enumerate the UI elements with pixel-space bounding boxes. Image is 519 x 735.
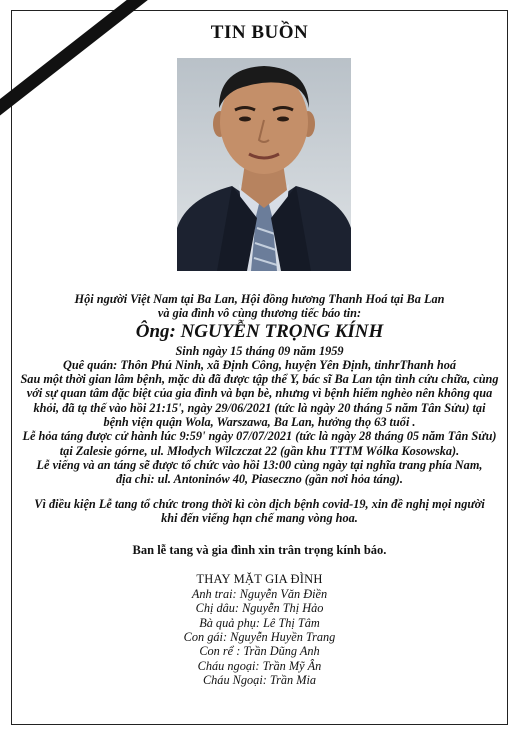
page-title: TIN BUỒN	[210, 22, 309, 43]
representative-item: Con gái: Nguyễn Huyền Trang	[183, 630, 336, 645]
cremation-line: Lễ hỏa táng được cử hành lúc 9:59' ngày 07/07/2021 (tức là ngày 28 tháng 05 năm Tân Sửu)	[22, 429, 497, 444]
passing-line: bệnh viện quận Wola, Warszawa, Ba Lan, hưởng thọ 63 tuổi .	[103, 415, 416, 430]
burial-line: địa chỉ: ul. Antoninów 40, Piaseczno (gần nơi hỏa táng).	[116, 472, 403, 487]
representative-item: Anh trai: Nguyễn Văn Điền	[191, 587, 328, 602]
passing-line: khỏi, đã tạ thế vào hồi 21:15', ngày 29/06/2021 (tức là ngày 20 tháng 5 năm Tân Sửu) tại	[33, 400, 486, 415]
passing-paragraph	[18, 372, 501, 429]
representative-item: Cháu ngoại: Trần Mỹ Ân	[197, 658, 322, 673]
intro-line-2: và gia đình vô cùng thương tiếc báo tin:	[157, 306, 362, 321]
portrait-photo	[177, 58, 351, 271]
covid-paragraph	[18, 497, 501, 526]
birth-date: Sinh ngày 15 tháng 09 năm 1959	[175, 343, 344, 358]
burial-paragraph	[18, 458, 501, 487]
representative-item: Bà quả phụ: Lê Thị Tâm	[199, 615, 320, 630]
cremation-paragraph	[18, 429, 501, 458]
cremation-line: tại Zalesie górne, ul. Młodych Wilczczat 22 (gần khu TTTM Wólka Kosowska).	[59, 443, 460, 458]
hometown: Quê quán: Thôn Phú Ninh, xã Định Công, huyện Yên Định, tinhrThanh hoá	[62, 357, 457, 372]
representative-item: Con rể : Trần Dũng Anh	[199, 644, 320, 659]
deceased-name: Ông: NGUYỄN TRỌNG KÍNH	[135, 320, 384, 342]
burial-line: Lễ viếng và an táng sẽ được tổ chức vào hồi 13:00 cùng ngày tại nghĩa trang phía Nam,	[36, 457, 483, 472]
representative-list	[18, 587, 501, 687]
covid-line: Vì điều kiện Lễ tang tổ chức trong thời kì còn dịch bệnh covid-19, xin đề nghị mọi người	[34, 496, 485, 511]
covid-line: khi đến viếng hạn chế mang vòng hoa.	[161, 510, 358, 525]
announcement-body	[18, 292, 501, 687]
closing-statement: Ban lễ tang và gia đình xin trân trọng kính báo.	[132, 543, 387, 558]
representative-item: Cháu Ngoại: Trần Mia	[202, 672, 317, 687]
passing-line: với sự quan tâm đặc biệt của gia đình và bạn bè, nhưng vì bệnh hiểm nghèo nên không qua	[26, 386, 493, 401]
passing-line: Sau một thời gian lâm bệnh, mặc dù đã được tập thể Y, bác sĩ Ba Lan tận tình cứu chữa, cùng	[20, 372, 499, 387]
intro-line-1: Hội người Việt Nam tại Ba Lan, Hội đồng hương Thanh Hoá tại Ba Lan	[74, 292, 445, 306]
representative-title: THAY MẶT GIA ĐÌNH	[196, 572, 323, 587]
representative-item: Chị dâu: Nguyễn Thị Hảo	[195, 601, 324, 616]
